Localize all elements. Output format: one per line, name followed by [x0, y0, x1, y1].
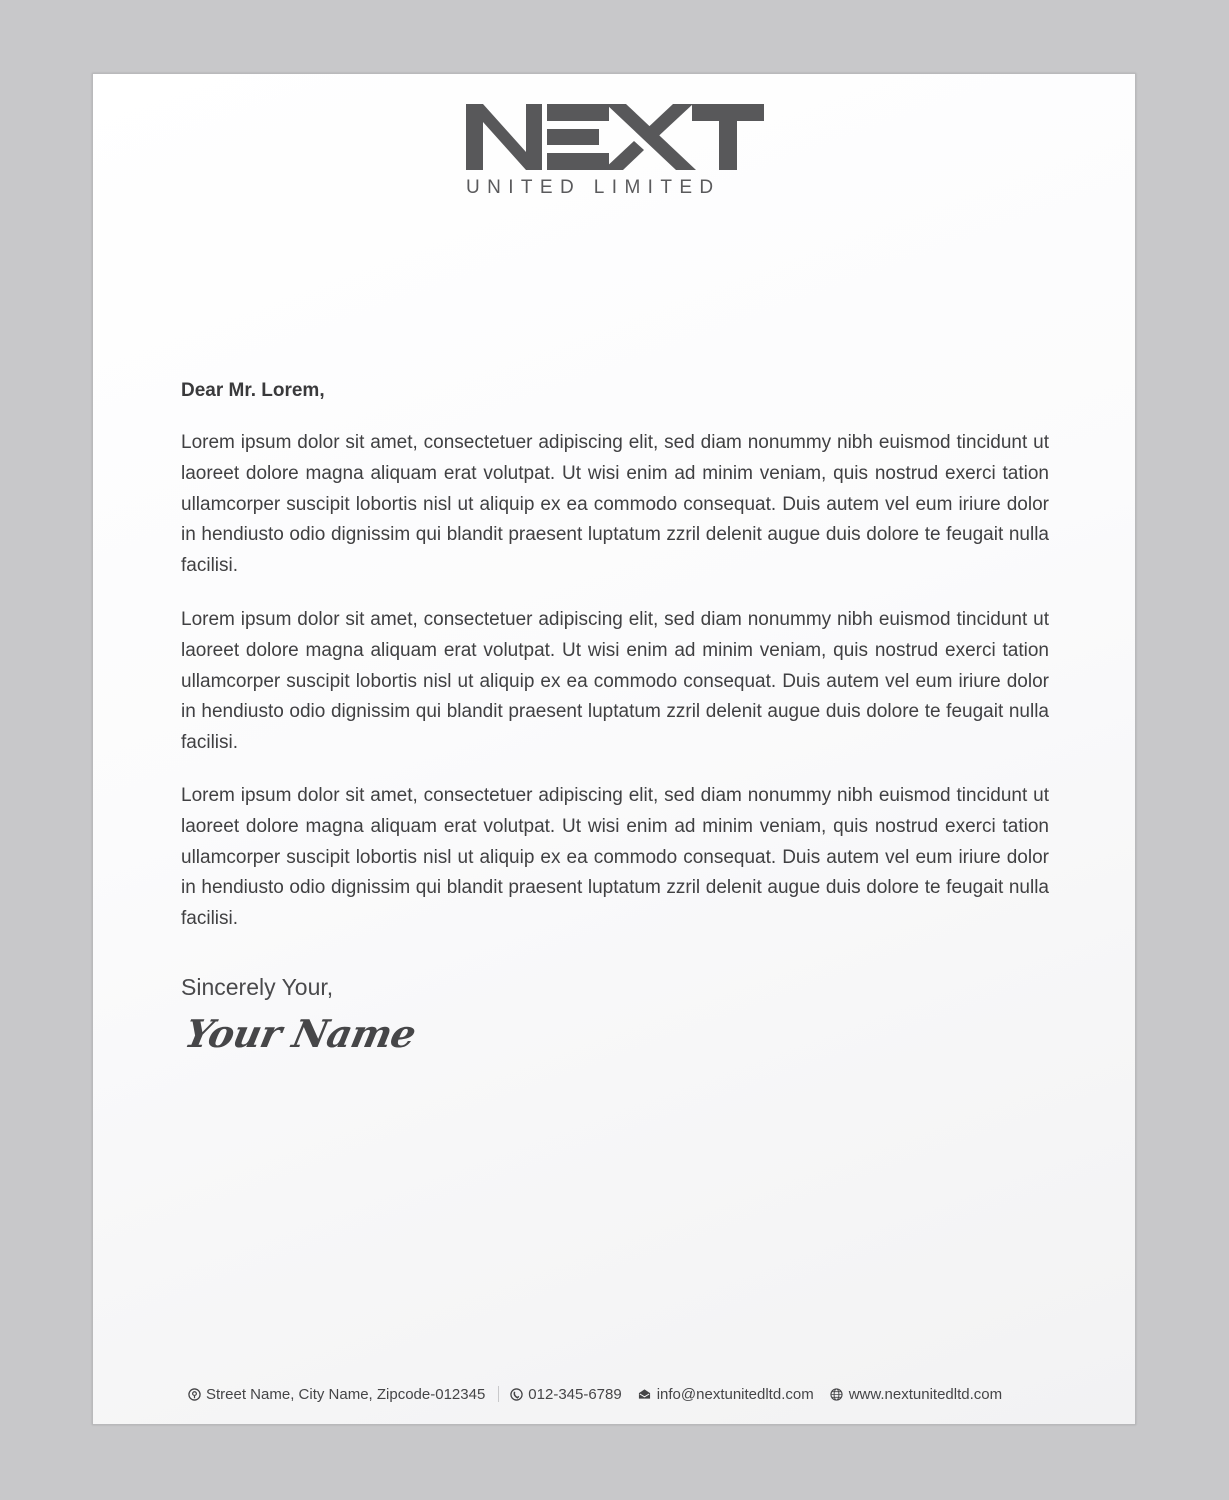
- letter-paragraph: Lorem ipsum dolor sit amet, consectetuer adipiscing elit, sed diam nonummy nibh euismod tincidunt ut laoreet dolore magna aliquam erat volutpat. Ut wisi enim ad minim veniam, quis nostrud exerci tation ullamcorper suscipit lobortis nisl ut aliquip ex ea commodo consequat. Duis autem vel eum iriure dolor in hendiusto odio dignissim qui blandit praesent luptatum zzril delenit augue duis dolore te feugait nulla facilisi.: [181, 785, 1049, 930]
- footer-website-text[interactable]: www.nextunitedltd.com: [848, 1385, 1003, 1403]
- letter-salutation: Dear Mr. Lorem,: [181, 380, 325, 401]
- footer-address: [187, 1386, 485, 1403]
- envelope-icon: [638, 1387, 652, 1401]
- letterhead-page: [92, 73, 1136, 1425]
- globe-icon: [830, 1387, 844, 1401]
- footer-address-text: Street Name, City Name, Zipcode-012345: [206, 1385, 486, 1403]
- footer-email-text[interactable]: info@nextunitedltd.com: [656, 1385, 814, 1403]
- footer-email: [638, 1386, 814, 1403]
- footer-phone: [509, 1386, 621, 1403]
- contact-footer: [187, 1382, 1002, 1406]
- location-pin-icon: [187, 1387, 201, 1401]
- footer-phone-text: 012-345-6789: [528, 1385, 622, 1403]
- letter-paragraph: Lorem ipsum dolor sit amet, consectetuer adipiscing elit, sed diam nonummy nibh euismod tincidunt ut laoreet dolore magna aliquam erat volutpat. Ut wisi enim ad minim veniam, quis nostrud exerci tation ullamcorper suscipit lobortis nisl ut aliquip ex ea commodo consequat. Duis autem vel eum iriure dolor in hendiusto odio dignissim qui blandit praesent luptatum zzril delenit augue duis dolore te feugait nulla facilisi.: [181, 609, 1049, 754]
- company-subtitle: UNITED LIMITED: [466, 177, 721, 198]
- footer-website: [830, 1386, 1002, 1403]
- next-wordmark-icon: [466, 104, 766, 172]
- letter-closing: Sincerely Your,: [181, 974, 334, 1000]
- company-logo: [466, 104, 766, 204]
- letter-paragraph: Lorem ipsum dolor sit amet, consectetuer adipiscing elit, sed diam nonummy nibh euismod tincidunt ut laoreet dolore magna aliquam erat volutpat. Ut wisi enim ad minim veniam, quis nostrud exerci tation ullamcorper suscipit lobortis nisl ut aliquip ex ea commodo consequat. Duis autem vel eum iriure dolor in hendiusto odio dignissim qui blandit praesent luptatum zzril delenit augue duis dolore te feugait nulla facilisi.: [181, 432, 1049, 577]
- footer-divider: [498, 1386, 499, 1402]
- letter-signature: Your Name: [181, 1011, 420, 1056]
- phone-icon: [509, 1387, 523, 1401]
